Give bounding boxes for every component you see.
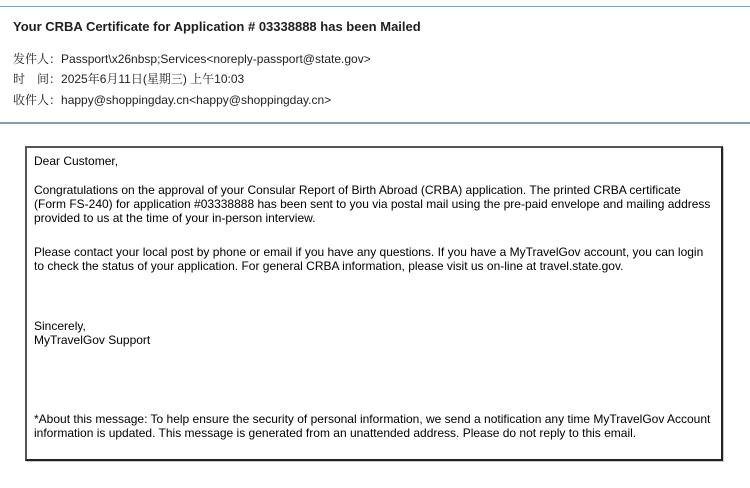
to-value[interactable]: happy@shoppingday.cn<happy@shoppingday.cn> <box>61 93 332 107</box>
from-label: 发件人： <box>13 52 62 66</box>
about-message: *About this message: To help ensure the security of personal information, we send a notification any time MyTravelGov Account information is updated. This message is generated from an unattended address. Please do not reply to this email. <box>34 412 711 440</box>
header-bottom-divider <box>0 122 750 124</box>
email-body <box>25 146 723 461</box>
to-row <box>13 91 331 108</box>
email-header <box>0 7 750 122</box>
to-label: 收件人： <box>13 93 62 107</box>
contact-paragraph: Please contact your local post by phone or email if you have any questions. If you have a MyTravelGov account, you can login to check the status of your application. For general CRBA information, please visit us on-line at travel.state.gov. <box>34 245 704 273</box>
time-value: 2025年6月11日(星期三) 上午10:03 <box>61 72 245 86</box>
signature: MyTravelGov Support <box>34 333 151 347</box>
time-row <box>13 70 244 87</box>
greeting: Dear Customer, <box>34 154 119 168</box>
email-subject: Your CRBA Certificate for Application # 03338888 has been Mailed <box>13 19 421 34</box>
congrats-paragraph: Congratulations on the approval of your Consular Report of Birth Abroad (CRBA) application. The printed CRBA certificate (Form FS-240) for application #03338888 has been sent to you via postal mail using the pre-paid envelope and mailing address provided to us at the time of your in-person interview. <box>34 183 711 225</box>
from-row <box>13 50 371 67</box>
from-value[interactable]: Passport\x26nbsp;Services<noreply-passport@state.gov> <box>61 52 371 66</box>
time-label: 时 间： <box>13 72 62 86</box>
closing: Sincerely, <box>34 319 86 333</box>
